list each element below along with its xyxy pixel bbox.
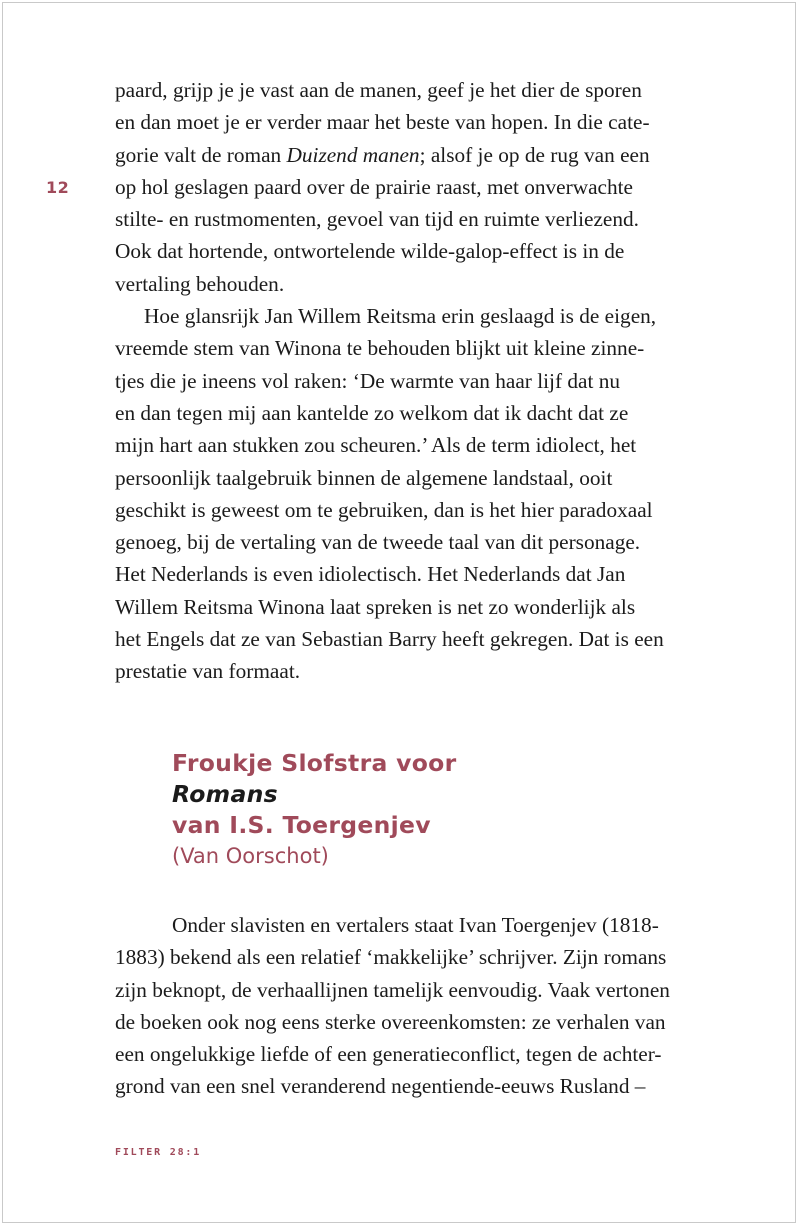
- page-number: 12: [46, 178, 70, 197]
- text-line: prestatie van formaat.: [115, 659, 301, 684]
- running-footer: FILTER 28:1: [115, 1147, 202, 1158]
- text-line: Willem Reitsma Winona laat spreken is net zo wonderlijk als: [115, 594, 636, 619]
- text-line: paard, grijp je je vast aan de manen, geef je het dier de sporen: [115, 78, 642, 102]
- section-heading: [172, 748, 672, 871]
- text-line: genoeg, bij de vertaling van de tweede taal van dit personage.: [115, 530, 641, 555]
- heading-translator: Froukje Slofstra voor: [172, 749, 457, 777]
- text-line: Het Nederlands is even idiolectisch. Het Nederlands dat Jan: [115, 562, 626, 587]
- text-line: grond van een snel veranderend negentiende-eeuws Rusland –: [115, 1074, 646, 1099]
- text-line: stilte- en rustmomenten, gevoel van tijd en ruimte verliezend.: [115, 207, 639, 232]
- body-text-section-1: [115, 74, 695, 688]
- text-segment: ; alsof je op de rug van een: [419, 142, 650, 167]
- text-line: de boeken ook nog eens sterke overeenkomsten: ze verhalen van: [115, 1009, 666, 1034]
- text-segment: gorie valt de roman: [115, 142, 287, 167]
- text-line: op hol geslagen paard over de prairie raast, met onverwachte: [115, 174, 633, 199]
- text-line: vertaling behouden.: [115, 271, 285, 296]
- text-line: 1883) bekend als een relatief ‘makkelijke’ schrijver. Zijn romans: [115, 945, 667, 970]
- text-line: geschikt is geweest om te gebruiken, dan is het hier paradoxaal: [115, 497, 653, 522]
- text-line: het Engels dat ze van Sebastian Barry heeft gekregen. Dat is een: [115, 627, 664, 652]
- heading-author: van I.S. Toergenjev: [172, 811, 431, 839]
- text-line: persoonlijk taalgebruik binnen de algemene landstaal, ooit: [115, 465, 613, 490]
- text-line: en dan tegen mij aan kantelde zo welkom dat ik dacht dat ze: [115, 400, 629, 425]
- text-line: [115, 139, 695, 171]
- text-line: en dan moet je er verder maar het beste van hopen. In die cate-: [115, 110, 650, 135]
- text-line: Hoe glansrijk Jan Willem Reitsma erin geslaagd is de eigen,: [144, 304, 657, 329]
- heading-publisher: (Van Oorschot): [172, 844, 329, 868]
- text-line: zijn beknopt, de verhaallijnen tamelijk eenvoudig. Vaak vertonen: [115, 977, 670, 1002]
- body-text-section-2: [115, 909, 695, 1103]
- text-line: vreemde stem van Winona te behouden blijkt uit kleine zinne-: [115, 336, 645, 361]
- heading-book-title: Romans: [172, 780, 278, 808]
- book-title-duizend-manen: Duizend manen: [286, 142, 420, 167]
- text-line: een ongelukkige liefde of een generatieconflict, tegen de achter-: [115, 1042, 662, 1067]
- text-line: Onder slavisten en vertalers staat Ivan Toergenjev (1818-: [172, 913, 659, 937]
- text-line: Ook dat hortende, ontwortelende wilde-galop-effect is in de: [115, 239, 625, 264]
- text-line: tjes die je ineens vol raken: ‘De warmte van haar lijf dat nu: [115, 368, 621, 393]
- text-line: mijn hart aan stukken zou scheuren.’ Als de term idiolect, het: [115, 433, 637, 458]
